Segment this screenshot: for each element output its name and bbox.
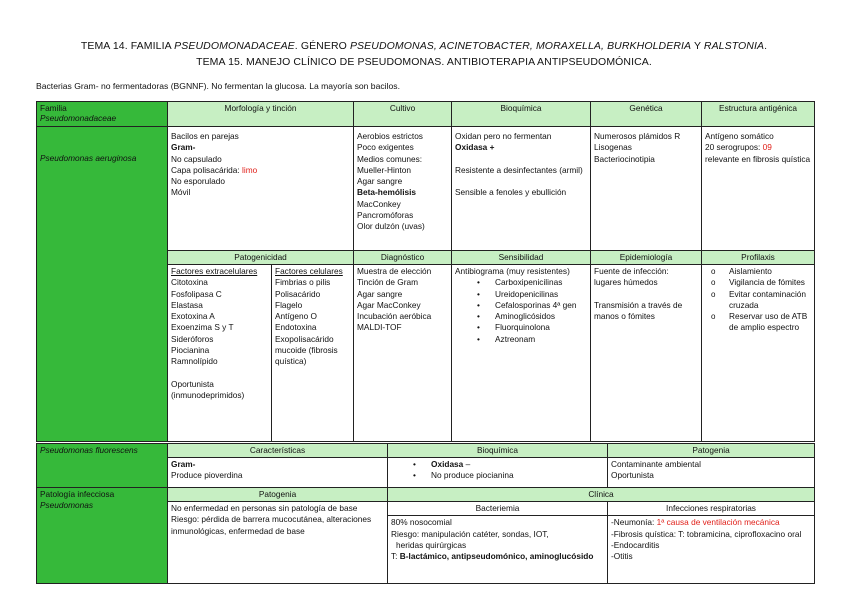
page-subtitle: TEMA 15. MANEJO CLÍNICO DE PSEUDOMONAS. ANTIBIOTERAPIA ANTIPSEUDOMÓNICA. xyxy=(196,56,652,68)
header-morfologia: Morfología y tinción xyxy=(168,102,354,127)
list-item: o Vigilancia de fómites xyxy=(705,277,811,288)
header-caracteristicas: Características xyxy=(168,444,388,458)
header-diagnostico: Diagnóstico xyxy=(354,251,452,265)
patogenicidad-extracelulares: Factores extracelulares Citotoxina Fosfolipasa C Elastasa Exotoxina A Exoenzima S y T Sideróforos Piocianina Ramnolípido Oportunista (inmunodeprimidos) xyxy=(168,265,272,442)
header-estructura-antigenica: Estructura antigénica xyxy=(702,102,815,127)
patogenicidad-celulares: Factores celulares Fimbrias o pilis Polisacárido Flagelo Antígeno O Endotoxina Exopolisacárido mucoide (fibrosis quística) xyxy=(272,265,354,442)
fluorescens-table xyxy=(36,443,815,488)
header-patogenicidad: Patogenicidad xyxy=(168,251,354,265)
patogenia-cell: No enfermedad en personas sin patología de base Riesgo: pérdida de barrera mucocutánea, alteraciones inmunológicas, enfermedad de base xyxy=(168,502,388,584)
cultivo-cell: Aerobios estrictos Poco exigentes Medios comunes: Mueller-Hinton Agar sangre Beta-hemólisis MacConkey Pancromóforas Olor dulzón (uvas) xyxy=(354,127,452,251)
list-item: • Aztreonam xyxy=(455,334,587,345)
header-patogenia-fluor: Patogenia xyxy=(608,444,815,458)
antigenica-cell: Antígeno somático 20 serogrupos: 09 relevante en fibrosis quística xyxy=(702,127,815,251)
morfologia-cell: Bacilos en parejas Gram- No capsulado Capa polisacárida: limo No esporulado Móvil xyxy=(168,127,354,251)
bioquimica-fluor-cell xyxy=(388,458,608,488)
list-item: • No produce piocianina xyxy=(391,470,604,481)
patologia-table xyxy=(36,487,815,584)
patogenia-fluor-cell: Contaminante ambiental Oportunista xyxy=(608,458,815,488)
header-bacteriemia: Bacteriemia xyxy=(388,502,608,516)
list-item: • Cefalosporinas 4ª gen xyxy=(455,300,587,311)
organism-aeruginosa: Pseudomonas aeruginosa xyxy=(37,127,168,442)
bioquimica-cell: Oxidan pero no fermentan Oxidasa + Resistente a desinfectantes (armil) Sensible a fenoles y ebullición xyxy=(452,127,591,251)
organism-fluorescens: Pseudomonas fluorescens xyxy=(37,444,168,488)
header-cultivo: Cultivo xyxy=(354,102,452,127)
list-item: • Carboxipenicilinas xyxy=(455,277,587,288)
profilaxis-cell xyxy=(702,265,815,442)
header-patogenia: Patogenia xyxy=(168,488,388,502)
epidemiologia-cell: Fuente de infección: lugares húmedos Transmisión a través de manos o fómites xyxy=(591,265,702,442)
list-item: • Fluorquinolona xyxy=(455,322,587,333)
profilaxis-list xyxy=(705,266,811,334)
header-epidemiologia: Epidemiología xyxy=(591,251,702,265)
list-item: o Reservar uso de ATB de amplio espectro xyxy=(705,311,811,334)
list-item: o Aislamiento xyxy=(705,266,811,277)
patologia-label: Patología infecciosa Pseudomonas xyxy=(37,488,168,584)
header-familia: Familia Pseudomonadaceae xyxy=(37,102,168,127)
caracteristicas-cell: Gram- Produce pioverdina xyxy=(168,458,388,488)
header-bioquimica-fluor: Bioquímica xyxy=(388,444,608,458)
sensibilidad-cell: Antibiograma (muy resistentes) • Carboxipenicilinas • Ureidopenicilinas • Cefalosporinas 4ª gen • Aminoglicósidos • Fluorquinolona • Aztreonam xyxy=(452,265,591,442)
sensibilidad-list xyxy=(455,277,587,345)
bacteriemia-cell: 80% nosocomial Riesgo: manipulación catéter, sondas, IOT, heridas quirúrgicas T: B-lactámico, antipseudomónico, aminoglucósido xyxy=(388,516,608,584)
list-item: o Evitar contaminación cruzada xyxy=(705,289,811,312)
header-infecciones-respiratorias: Infecciones respiratorias xyxy=(608,502,815,516)
header-genetica: Genética xyxy=(591,102,702,127)
page-title: TEMA 14. FAMILIA PSEUDOMONADACEAE. GÉNERO PSEUDOMONAS, ACINETOBACTER, MORAXELLA, BURKHOLDERIA Y RALSTONIA. xyxy=(80,40,768,52)
header-sensibilidad: Sensibilidad xyxy=(452,251,591,265)
list-item: • Aminoglicósidos xyxy=(455,311,587,322)
intro-text: Bacterias Gram- no fermentadoras (BGNNF). No fermentan la glucosa. La mayoría son bacilos. xyxy=(36,81,400,91)
list-item: • Ureidopenicilinas xyxy=(455,289,587,300)
header-bioquimica: Bioquímica xyxy=(452,102,591,127)
header-clinica: Clínica xyxy=(388,488,815,502)
list-item: • Oxidasa – xyxy=(391,459,604,470)
diagnostico-cell: Muestra de elección Tinción de Gram Agar sangre Agar MacConkey Incubación aeróbica MALDI-TOF xyxy=(354,265,452,442)
respiratorias-cell: -Neumonía: 1ª causa de ventilación mecánica -Fibrosis quística: T: tobramicina, ciprofloxacino oral -Endocarditis -Otitis xyxy=(608,516,815,584)
aeruginosa-table xyxy=(36,101,815,442)
header-profilaxis: Profilaxis xyxy=(702,251,815,265)
genetica-cell: Numerosos plámidos R Lisogenas Bacteriocinotipia xyxy=(591,127,702,251)
